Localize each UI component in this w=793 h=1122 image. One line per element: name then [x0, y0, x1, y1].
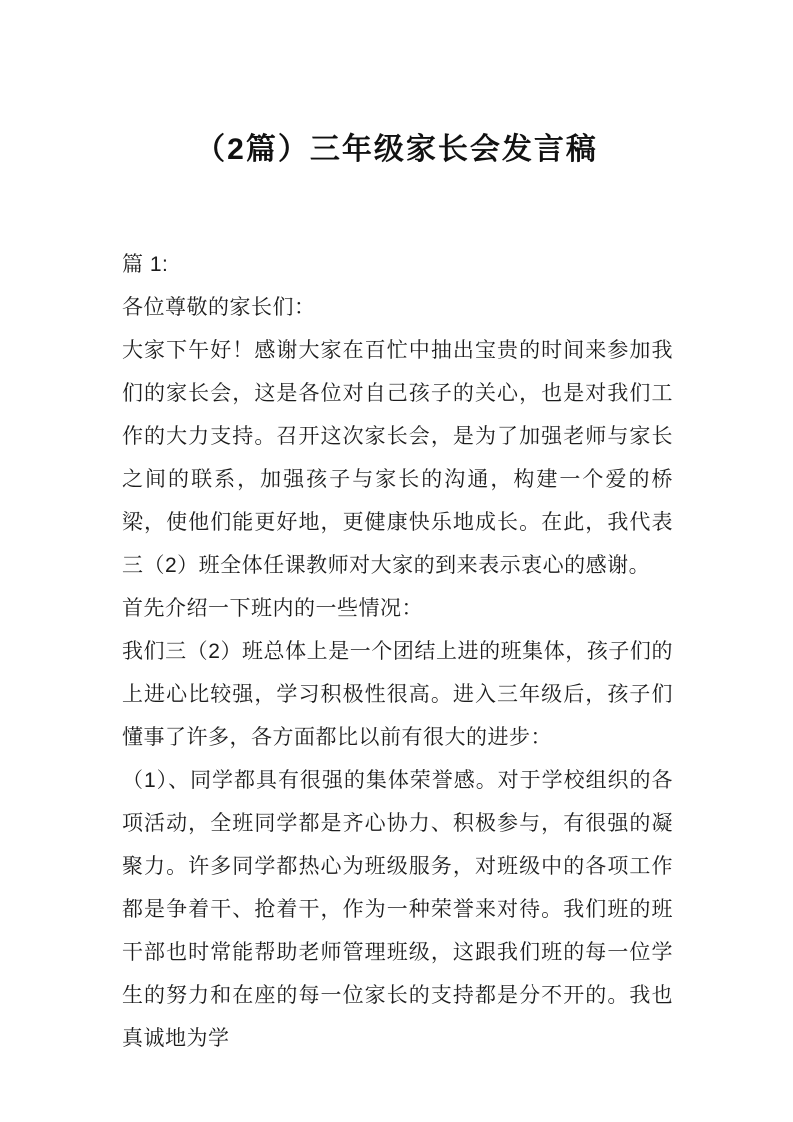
document-body — [122, 243, 673, 1060]
paragraph-point-1: （1）、同学都具有很强的集体荣誉感。对于学校组织的各项活动，全班同学都是齐心协力、积极参与，有很强的凝聚力。许多同学都热心为班级服务，对班级中的各项工作都是争着干、抢着干，作为一种荣誉来对待。我们班的班干部也时常能帮助老师管理班级，这跟我们班的每一位学生的努力和在座的每一位家长的支持都是分不开的。我也真诚地为学 — [122, 769, 673, 1050]
paragraph-article-1-label: 篇 1: — [122, 253, 169, 276]
paragraph-intro-heading: 首先介绍一下班内的一些情况： — [122, 597, 423, 620]
paragraph-class-overview: 我们三（2）班总体上是一个团结上进的班集体，孩子们的上进心比较强，学习积极性很高。进入三年级后，孩子们懂事了许多，各方面都比以前有很大的进步： — [122, 640, 673, 749]
document-title: （2篇）三年级家长会发言稿 — [195, 133, 598, 166]
paragraph-opening: 大家下午好！感谢大家在百忙中抽出宝贵的时间来参加我们的家长会，这是各位对自己孩子的关心，也是对我们工作的大力支持。召开这次家长会，是为了加强老师与家长之间的联系，加强孩子与家长的沟通，构建一个爱的桥梁，使他们能更好地，更健康快乐地成长。在此，我代表三（2）班全体任课教师对大家的到来表示衷心的感谢。 — [122, 339, 673, 577]
paragraph-salutation: 各位尊敬的家长们： — [122, 296, 316, 319]
